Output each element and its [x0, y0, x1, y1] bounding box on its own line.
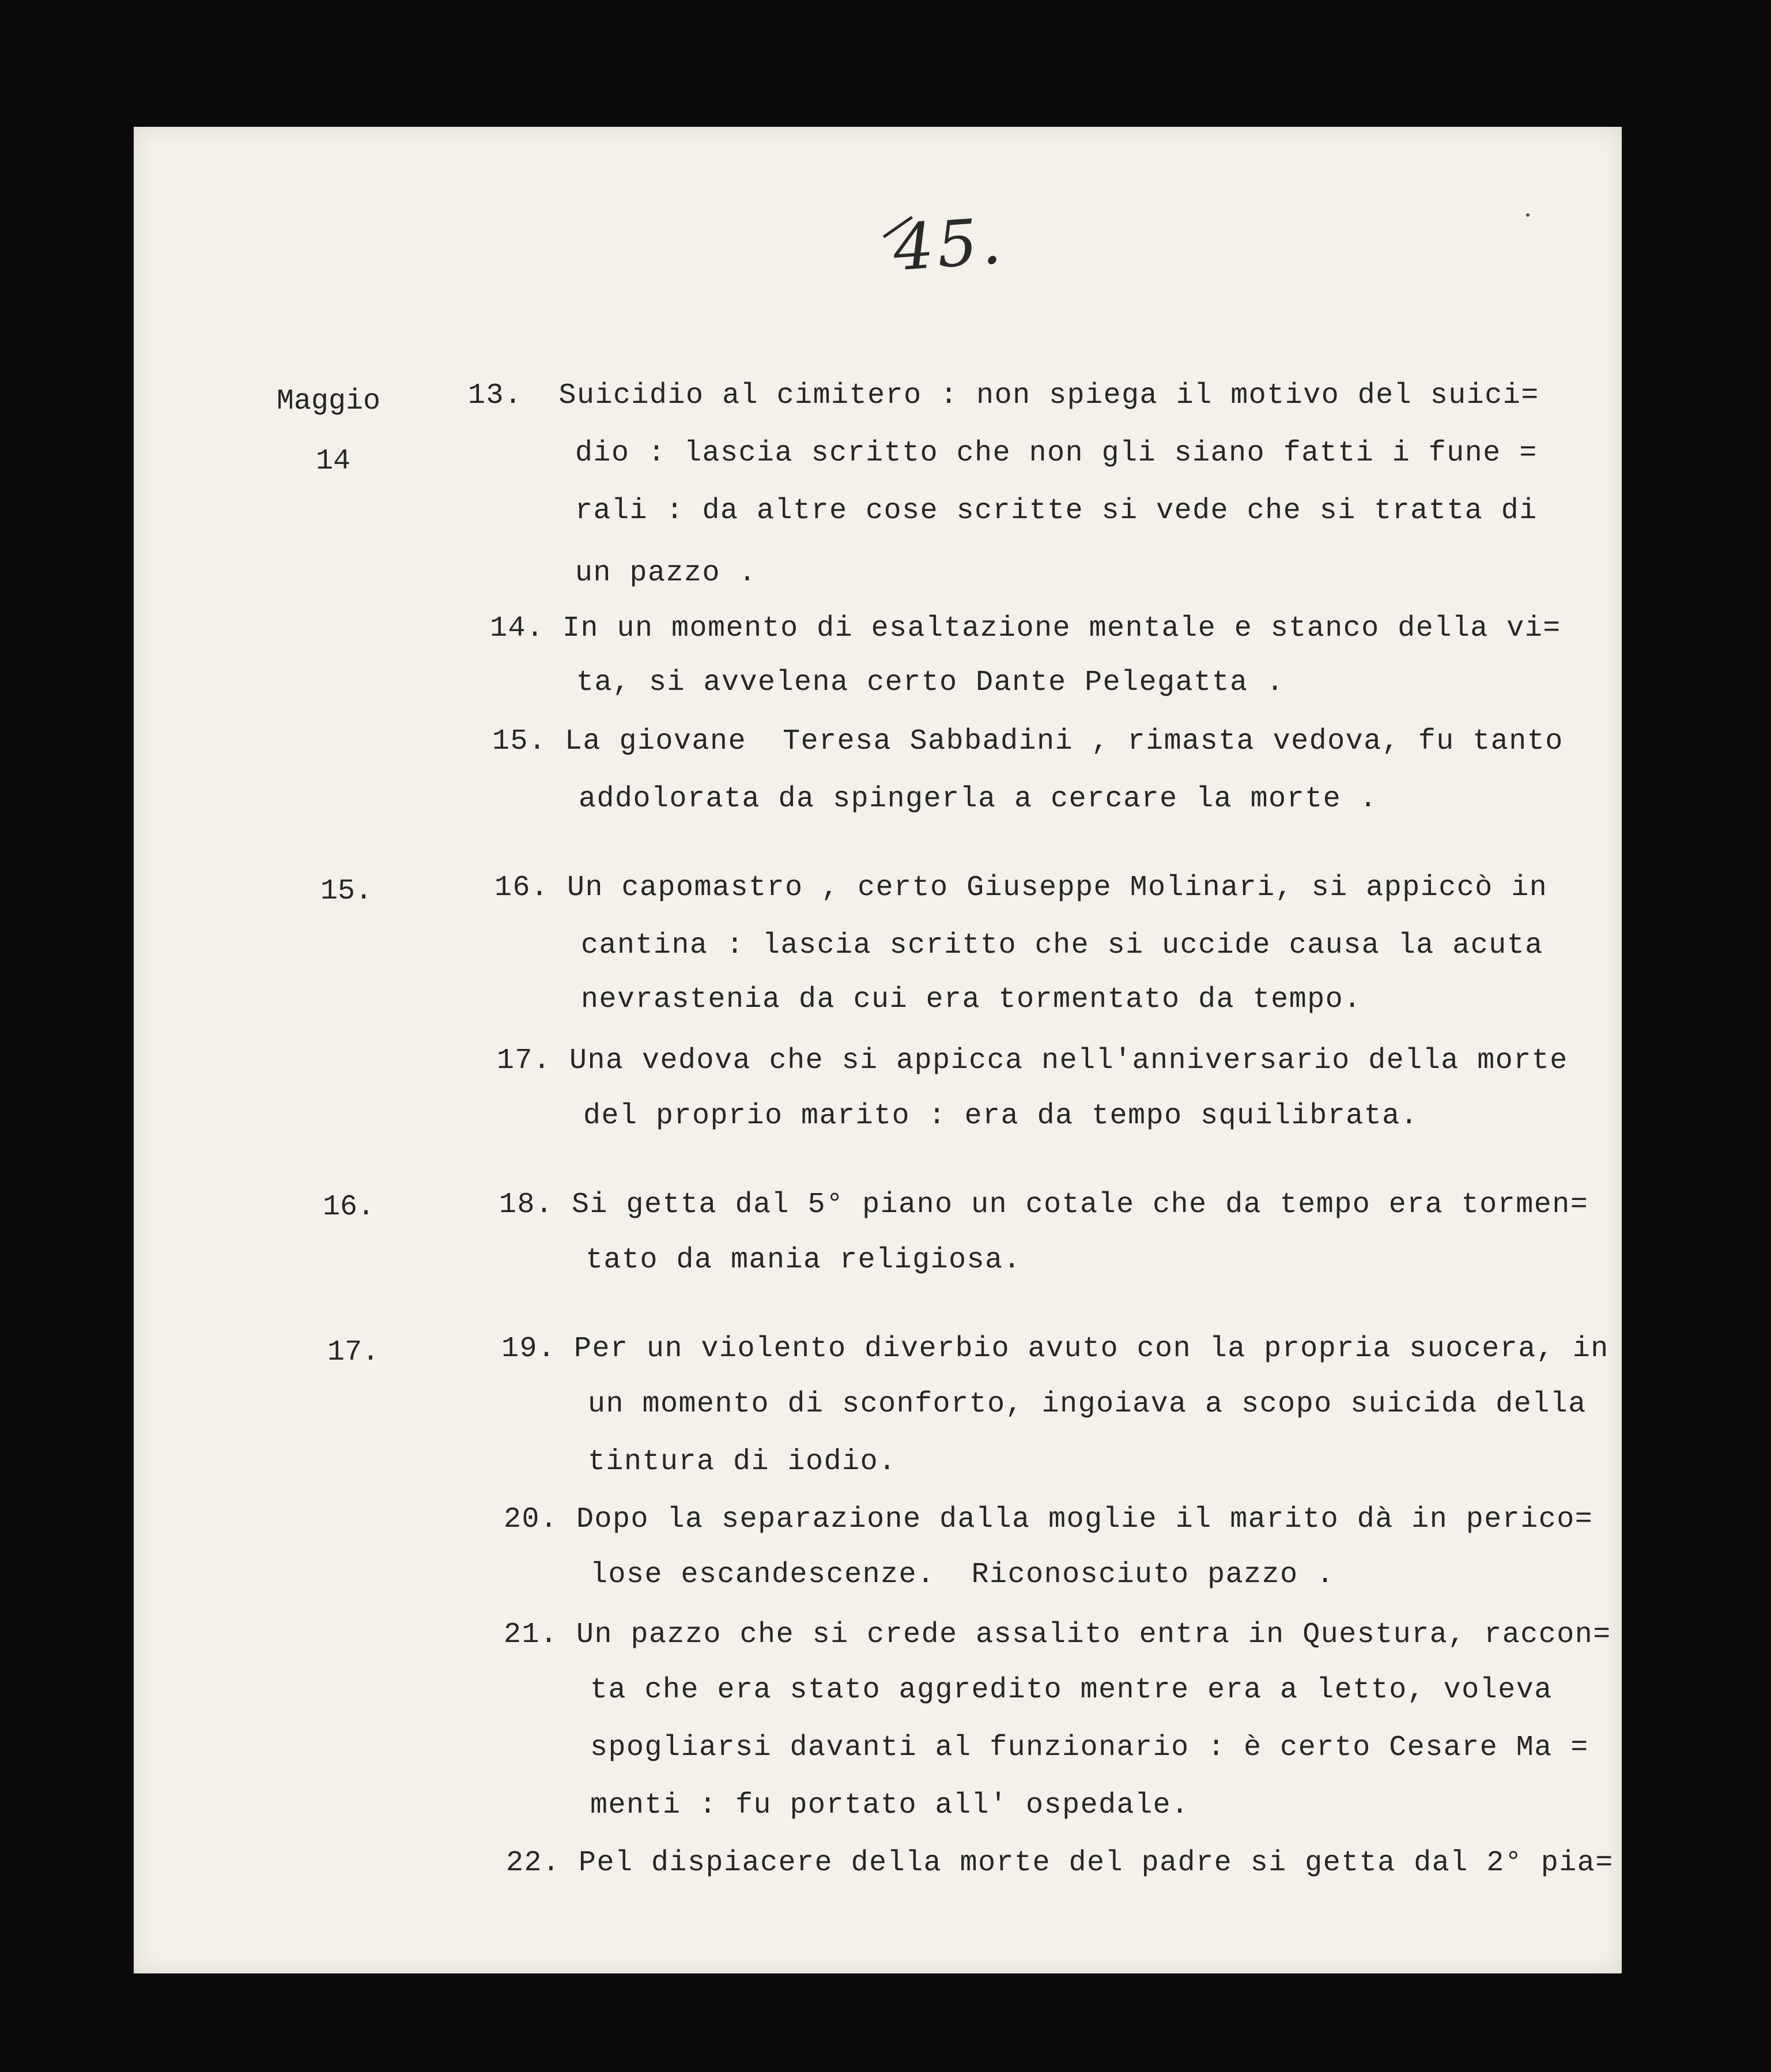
entry-line: 21. Un pazzo che si crede assalito entra in Questura, raccon= — [504, 1618, 1611, 1651]
entry-line: 14. In un momento di esaltazione mentale e stanco della vi= — [490, 612, 1561, 645]
entry-line: ta che era stato aggredito mentre era a letto, voleva — [590, 1674, 1553, 1707]
entry-line: del proprio marito : era da tempo squilibrata. — [583, 1100, 1419, 1133]
month-label: Maggio — [277, 385, 381, 418]
entry-line: un momento di sconforto, ingoiava a scopo suicida della — [588, 1388, 1587, 1421]
entry-line: addolorata da spingerla a cercare la morte . — [579, 783, 1378, 816]
entry-line: 18. Si getta dal 5° piano un cotale che da tempo era tormen= — [499, 1188, 1589, 1221]
date-label: 16. — [323, 1191, 375, 1224]
entry-line: un pazzo . — [575, 557, 757, 590]
entry-line: dio : lascia scritto che non gli siano fatti i fune = — [575, 437, 1538, 470]
entry-line: cantina : lascia scritto che si uccide causa la acuta — [581, 929, 1543, 962]
entry-line: rali : da altre cose scritte si vede che si tratta di — [575, 495, 1538, 527]
entry-line: 16. Un capomastro , certo Giuseppe Molinari, si appiccò in — [494, 871, 1548, 904]
date-label: 14 — [316, 445, 351, 478]
date-label: 17. — [327, 1336, 380, 1369]
entry-line: lose escandescenze. Riconosciuto pazzo . — [590, 1558, 1335, 1591]
entry-line: 17. Una vedova che si appicca nell'anniversario della morte — [497, 1044, 1568, 1077]
entry-line: nevrastenia da cui era tormentato da tempo. — [581, 983, 1362, 1016]
entry-line: 22. Pel dispiacere della morte del padre si getta dal 2° pia= — [506, 1847, 1614, 1879]
entry-line: ta, si avvelena certo Dante Pelegatta . — [576, 666, 1285, 699]
entry-line: tato da mania religiosa. — [586, 1244, 1022, 1277]
entry-line: 19. Per un violento diverbio avuto con la propria suocera, in — [501, 1333, 1609, 1365]
entry-line: spogliarsi davanti al funzionario : è certo Cesare Ma = — [590, 1731, 1589, 1764]
entry-line: tintura di iodio. — [588, 1446, 897, 1478]
date-label: 15. — [320, 875, 373, 908]
page-number: 45. — [890, 203, 1007, 285]
paper-speck — [1526, 213, 1530, 217]
entry-line: 15. La giovane Teresa Sabbadini , rimasta vedova, fu tanto — [492, 725, 1564, 758]
entry-line: 20. Dopo la separazione dalla moglie il marito dà in perico= — [504, 1503, 1593, 1536]
entry-line: menti : fu portato all' ospedale. — [590, 1789, 1190, 1822]
entry-line: 13. Suicidio al cimitero : non spiega il motivo del suici= — [468, 379, 1539, 412]
